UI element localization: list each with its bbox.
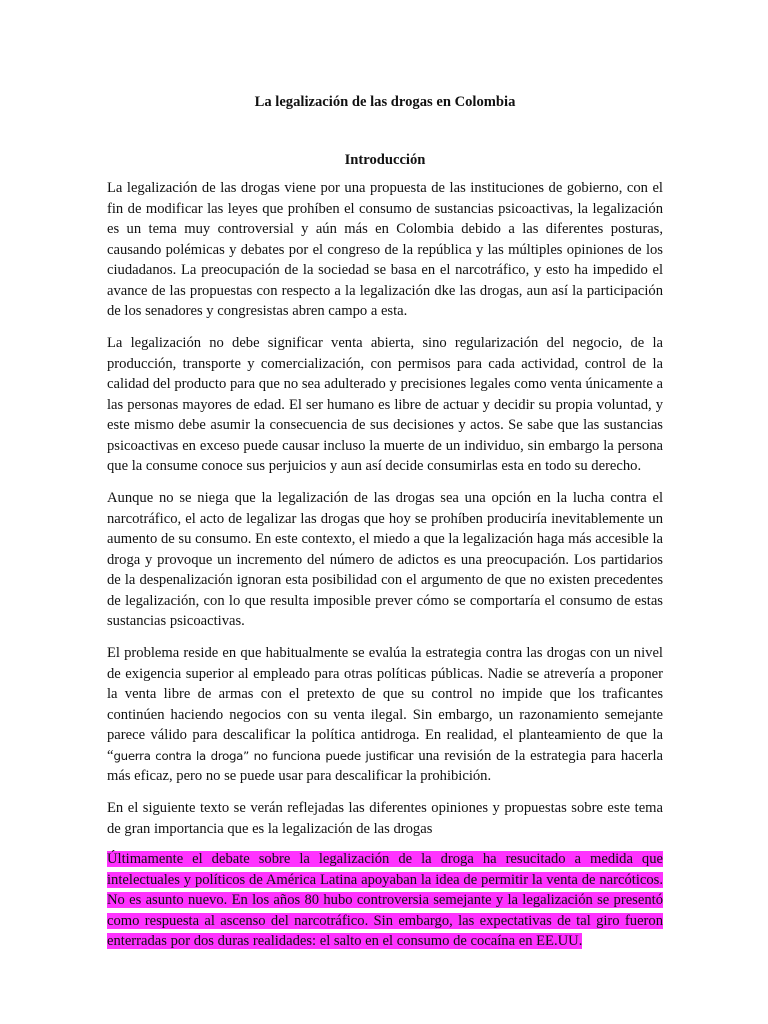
- paragraph-4-text-start: El problema reside en que habitualmente se evalúa la estrategia contra las drogas con un nivel de exigencia superior al empleado para otras políticas públicas. Nadie se atrevería a proponer la venta libre de armas con el pretexto de que su control no impide que los traficantes continúen haciendo negocios con su venta ilegal. Sin embargo, un razonamiento semejante parece válido para descalificar la política antidroga. En realidad, el planteamiento de que la “: [107, 645, 663, 764]
- paragraph-3: Aunque no se niega que la legalización de las drogas sea una opción en la lucha contra el narcotráfico, el acto de legalizar las drogas que hoy se prohíben produciría inevitablemente un aumento de su consumo. En este contexto, el miedo a que la legalización haga más accesible la droga y provoque un incremento del número de adictos es una preocupación. Los partidarios de la despenalización ignoran esta posibilidad con el argumento de que no existen precedentes de legalización, con lo que resulta imposible prever cómo se comportaría el consumo de estas sustancias psicoactivas.: [107, 490, 663, 629]
- highlighted-text: Últimamente el debate sobre la legalización de la droga ha resucitado a medida que intelectuales y políticos de América Latina apoyaban la idea de permitir la venta de narcóticos. No es asunto nuevo. En los años 80 hubo controversia semejante y la legalización se presentó como respuesta al ascenso del narcotráfico. Sin embargo, las expectativas de tal giro fueron enterradas por dos duras realidades: el salto en el consumo de cocaína en EE.UU.: [107, 851, 663, 949]
- document-body: [107, 178, 663, 952]
- paragraph-2: La legalización no debe significar venta abierta, sino regularización del negocio, de la producción, transporte y comercialización, con permisos para cada actividad, control de la calidad del producto para que no sea adulterado y precisiones legales como venta únicamente a las personas mayores de edad. El ser humano es libre de actuar y decidir su propia voluntad, y este mismo debe asumir la consecuencia de sus decisiones y actos. Se sabe que las sustancias psicoactivas en exceso puede causar incluso la muerte de un individuo, sin embargo la persona que la consume conoce sus perjuicios y aun así decide consumirlas esta en todo su derecho.: [107, 335, 663, 474]
- paragraph-5: En el siguiente texto se verán reflejadas las diferentes opiniones y propuestas sobre este tema de gran importancia que es la legalización de las drogas: [107, 800, 663, 837]
- paragraph-4-text-end: car una revisión de la estrategia para hacerla más eficaz, pero no se puede usar para descalificar la prohibición.: [107, 747, 664, 784]
- paragraph-4-mixed-font-run: guerra contra la droga” no funciona puede justifi: [113, 748, 396, 763]
- document-title: La legalización de las drogas en Colombia: [254, 94, 516, 110]
- paragraph-6-highlighted: [107, 849, 663, 952]
- paragraph-1: La legalización de las drogas viene por una propuesta de las instituciones de gobierno, con el fin de modificar las leyes que prohíben el consumo de sustancias psicoactivas, la legalización es un tema muy controversial y aún más en Colombia debido a las diferentes posturas, causando polémicas y debates por el congreso de la república y las múltiples opiniones de los ciudadanos. La preocupación de la sociedad se basa en el narcotráfico, y esto ha impedido el avance de las propuestas con respecto a la legalización dke las drogas, aun así la participación de los senadores y congresistas abren campo a esta.: [107, 180, 663, 319]
- section-heading-introduction: Introducción: [344, 152, 426, 168]
- paragraph-4: [107, 643, 663, 787]
